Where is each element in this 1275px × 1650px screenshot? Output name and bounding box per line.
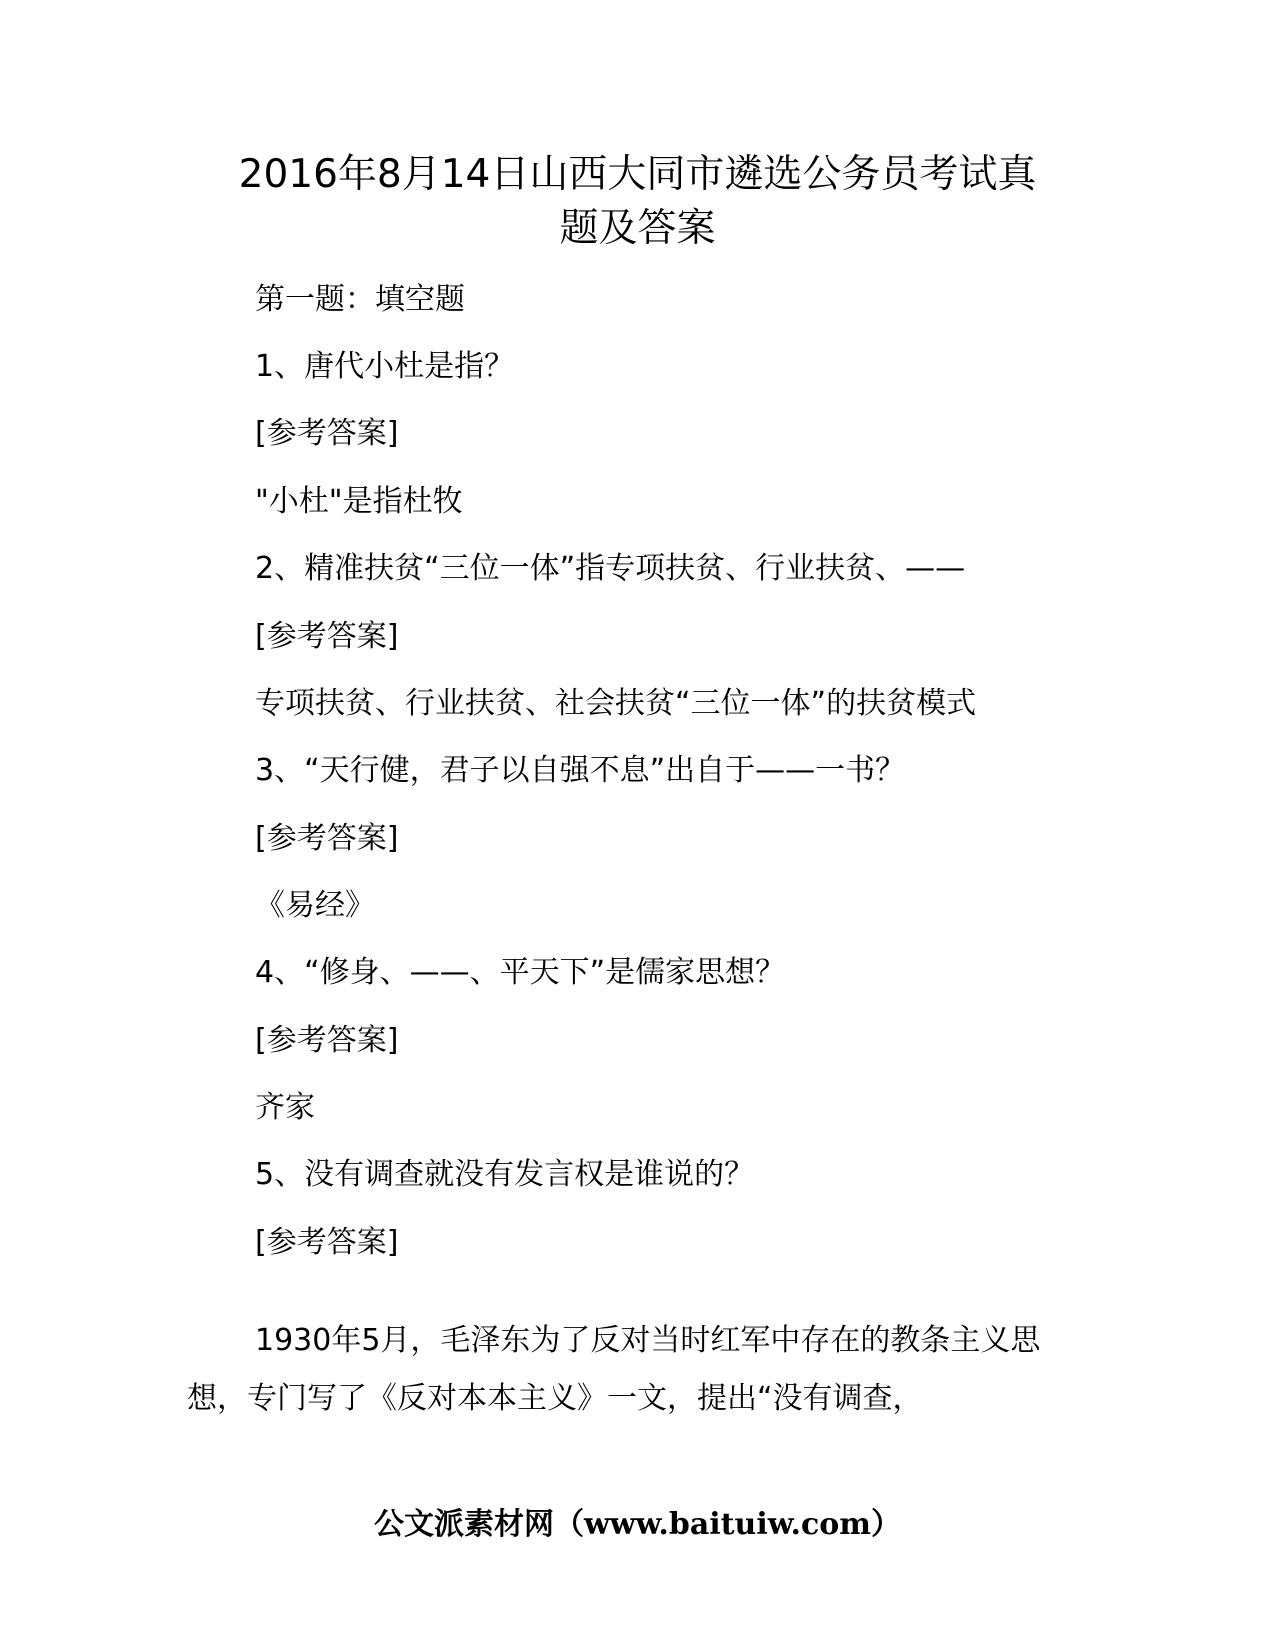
footer-source: 公文派素材网（www.baituiw.com） xyxy=(373,1507,902,1542)
answer-5-paragraph: 1930年5月，毛泽东为了反对当时红军中存在的教条主义思想，专门写了《反对本本主义》一文，提出“没有调查， xyxy=(187,1323,1041,1416)
answer-label-4: [参考答案] xyxy=(255,1023,399,1058)
question-3: 3、“天行健，君子以自强不息”出自于——一书？ xyxy=(255,753,906,788)
section-heading: 第一题：填空题 xyxy=(255,282,465,317)
answer-label-3: [参考答案] xyxy=(255,821,399,856)
answer-label-2: [参考答案] xyxy=(255,619,399,654)
title-line-1: 2016年8月14日山西大同市遴选公务员考试真 xyxy=(238,152,1037,197)
title-line-2: 题及答案 xyxy=(559,206,716,251)
question-1: 1、唐代小杜是指？ xyxy=(255,349,515,384)
answer-3: 《易经》 xyxy=(255,888,375,923)
answer-4: 齐家 xyxy=(255,1090,315,1125)
question-4: 4、“修身、——、平天下”是儒家思想？ xyxy=(255,955,786,990)
question-5: 5、没有调查就没有发言权是谁说的？ xyxy=(255,1157,755,1192)
answer-1: "小杜"是指杜牧 xyxy=(255,484,463,519)
answer-label-1: [参考答案] xyxy=(255,416,399,451)
answer-label-5: [参考答案] xyxy=(255,1225,399,1260)
answer-2: 专项扶贫、行业扶贫、社会扶贫“三位一体”的扶贫模式 xyxy=(255,686,977,721)
question-2: 2、精准扶贫“三位一体”指专项扶贫、行业扶贫、—— xyxy=(255,551,966,586)
document-title xyxy=(170,148,1105,256)
